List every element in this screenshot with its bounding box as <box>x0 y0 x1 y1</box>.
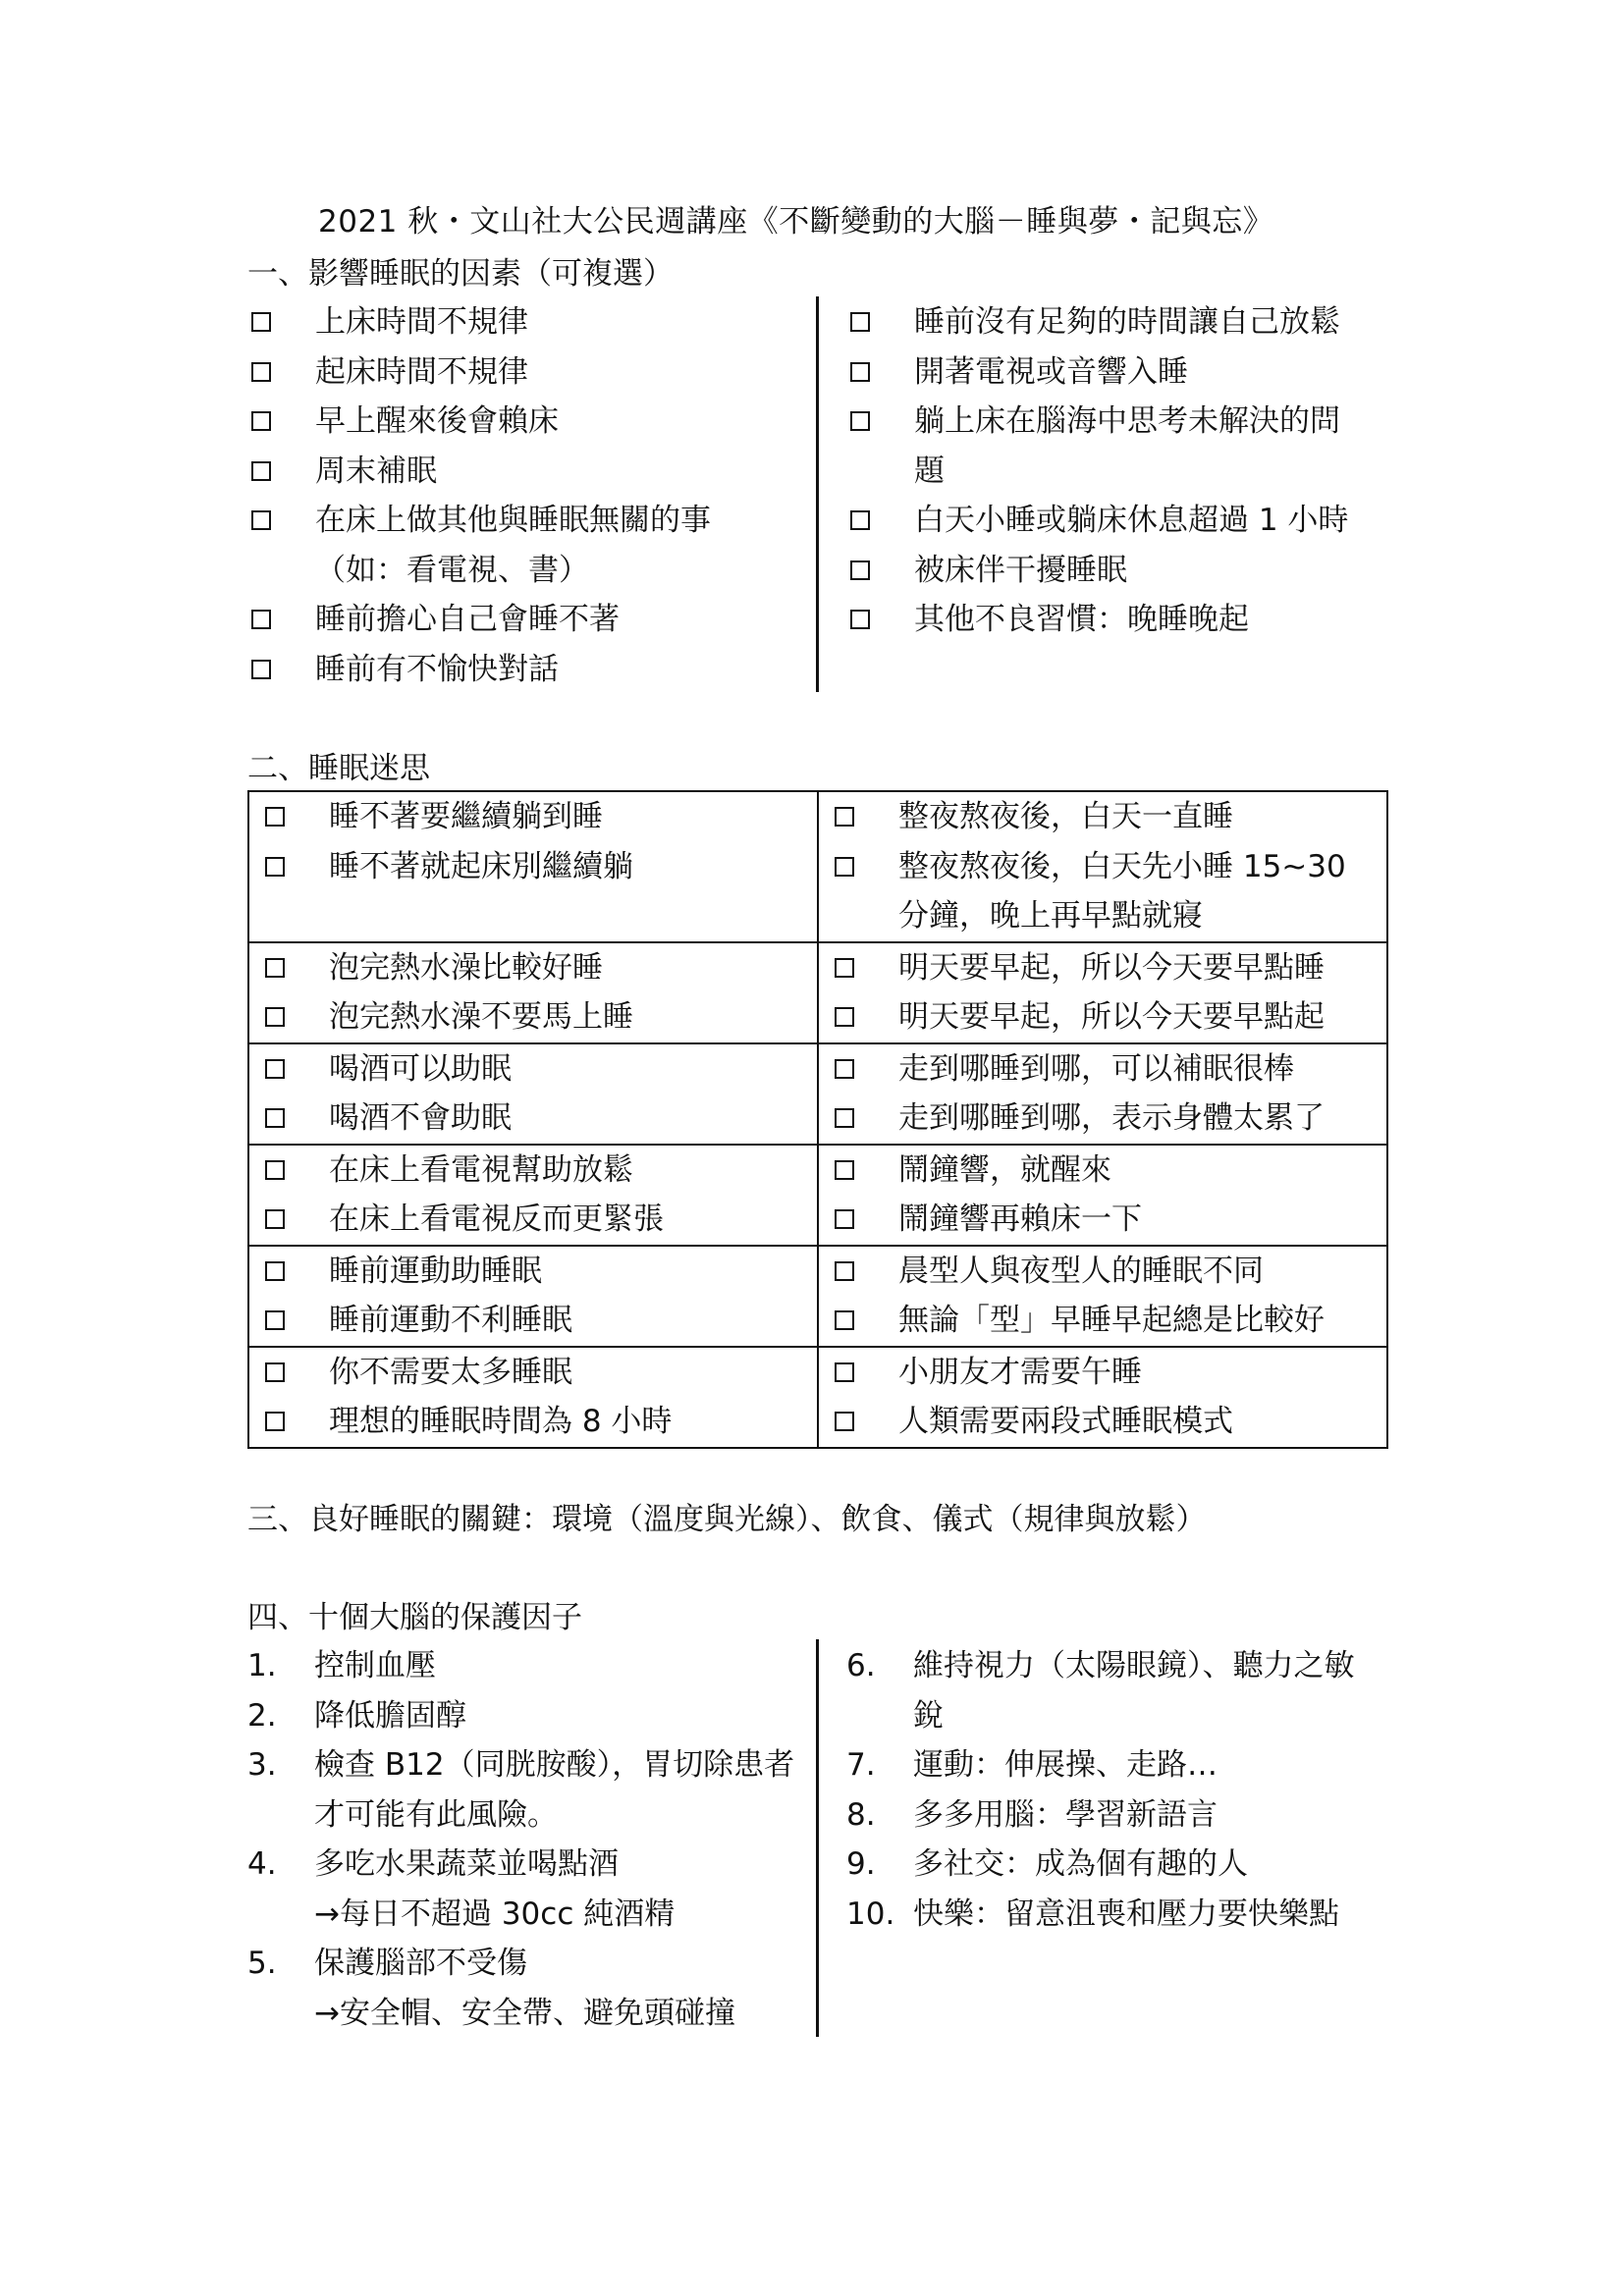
checklist-item-label: 睡前擔心自己會睡不著 <box>315 602 620 637</box>
section1-left-column <box>247 297 711 694</box>
checkbox[interactable] <box>850 312 870 332</box>
checklist-item <box>846 297 1366 347</box>
checklist-item-label: 走到哪睡到哪，可以補眠很棒 <box>898 1050 1294 1087</box>
list-item-text: 維持視力（太陽眼鏡）、聽力之敏銳 <box>913 1648 1355 1734</box>
checklist-item <box>249 1044 817 1095</box>
list-number: 8. <box>846 1796 876 1833</box>
table-cell-left <box>248 942 818 1043</box>
list-number: 6. <box>846 1648 876 1683</box>
list-item-text: 多多用腦：學習新語言 <box>913 1796 1218 1833</box>
checklist-item <box>819 992 1386 1042</box>
checkbox[interactable] <box>265 1007 285 1027</box>
checklist-item-label: 鬧鐘響再賴床一下 <box>898 1201 1142 1237</box>
list-item <box>846 1740 1375 1790</box>
table-row <box>248 1246 1387 1347</box>
checklist-item-label: 被床伴干擾睡眠 <box>914 552 1127 588</box>
table-row <box>248 1043 1387 1145</box>
checklist-item-label: 周末補眠 <box>315 453 437 489</box>
table-cell-left <box>248 1347 818 1448</box>
checkbox[interactable] <box>835 1412 854 1431</box>
list-item-text: 多吃水果蔬菜並喝點酒 →每日不超過 30cc 純酒精 <box>314 1846 676 1932</box>
checkbox[interactable] <box>251 362 271 382</box>
checklist-item-label: 在床上看電視幫助放鬆 <box>329 1151 633 1188</box>
list-item <box>247 1691 825 1741</box>
list-number: 7. <box>846 1747 876 1783</box>
checklist-item <box>249 1397 817 1447</box>
checklist-item <box>249 792 817 842</box>
checkbox[interactable] <box>835 807 854 827</box>
checklist-item <box>249 1247 817 1297</box>
checkbox[interactable] <box>850 411 870 431</box>
checkbox[interactable] <box>251 660 271 679</box>
checkbox[interactable] <box>251 312 271 332</box>
checklist-item <box>819 1348 1386 1398</box>
list-number: 10. <box>846 1896 895 1932</box>
checkbox[interactable] <box>835 1209 854 1229</box>
checkbox[interactable] <box>265 1209 285 1229</box>
list-number: 2. <box>247 1697 277 1734</box>
checkbox[interactable] <box>265 1310 285 1330</box>
table-cell-left <box>248 1246 818 1347</box>
checklist-item <box>819 792 1386 842</box>
checkbox[interactable] <box>265 1261 285 1281</box>
checklist-item <box>819 1146 1386 1196</box>
checklist-item-label: 整夜熬夜後，白天先小睡 15~30 分鐘，晚上再早點就寢 <box>898 848 1346 934</box>
checklist-item-label: 明天要早起，所以今天要早點睡 <box>898 949 1325 986</box>
list-item-text: 降低膽固醇 <box>314 1697 466 1734</box>
checklist-item <box>846 496 1366 546</box>
checklist-item <box>249 992 817 1042</box>
checkbox[interactable] <box>835 1160 854 1180</box>
table-cell-right <box>818 791 1387 942</box>
checkbox[interactable] <box>835 1310 854 1330</box>
checklist-item-label: 你不需要太多睡眠 <box>329 1354 572 1390</box>
list-item-text: 快樂：留意沮喪和壓力要快樂點 <box>913 1896 1339 1932</box>
checklist-item-label: 在床上看電視反而更緊張 <box>329 1201 664 1237</box>
checklist-item-label: 無論「型」早睡早起總是比較好 <box>898 1303 1325 1338</box>
checklist-item-label: 睡前有不愉快對話 <box>315 651 559 687</box>
checklist-item <box>819 943 1386 993</box>
column-divider <box>816 296 819 692</box>
list-item <box>846 1790 1375 1841</box>
checklist-item-label: 走到哪睡到哪，表示身體太累了 <box>898 1100 1325 1136</box>
document-title: 2021 秋・文山社大公民週講座《不斷變動的大腦－睡與夢・記與忘》 <box>318 204 1274 240</box>
list-number: 3. <box>247 1747 277 1783</box>
checklist-item <box>819 1195 1386 1245</box>
checkbox[interactable] <box>835 857 854 877</box>
list-item <box>846 1641 1375 1740</box>
checklist-item <box>249 1296 817 1346</box>
checklist-item <box>249 1195 817 1245</box>
list-item-text: 保護腦部不受傷 →安全帽、安全帶、避免頭碰撞 <box>314 1946 735 2031</box>
checklist-item-label: 睡不著就起床別繼續躺 <box>329 848 633 884</box>
list-number: 4. <box>247 1846 277 1882</box>
checklist-item-label: 理想的睡眠時間為 8 小時 <box>329 1404 673 1439</box>
table-cell-right <box>818 1145 1387 1246</box>
list-item-text: 檢查 B12（同胱胺酸），胃切除患者才可能有此風險。 <box>314 1747 795 1833</box>
checklist-item <box>819 1247 1386 1297</box>
list-number: 9. <box>846 1846 876 1882</box>
checkbox[interactable] <box>850 561 870 580</box>
checkbox[interactable] <box>265 958 285 978</box>
checklist-item <box>249 1094 817 1144</box>
checklist-item-label: 人類需要兩段式睡眠模式 <box>898 1404 1233 1439</box>
section1-heading: 一、影響睡眠的因素（可複選） <box>247 256 674 292</box>
list-item-text: 多社交：成為個有趣的人 <box>913 1846 1248 1882</box>
checklist-item <box>819 1296 1386 1346</box>
checklist-item-label: 在床上做其他與睡眠無關的事 （如：看電視、書） <box>315 503 711 588</box>
checkbox[interactable] <box>251 461 271 481</box>
checkbox[interactable] <box>251 411 271 431</box>
checklist-item <box>819 1044 1386 1095</box>
checkbox[interactable] <box>835 1059 854 1079</box>
checklist-item <box>819 1094 1386 1144</box>
table-cell-left <box>248 791 818 942</box>
checkbox[interactable] <box>265 1412 285 1431</box>
column-divider <box>816 1639 819 2037</box>
checkbox[interactable] <box>835 1007 854 1027</box>
list-item-text: 控制血壓 <box>314 1648 436 1683</box>
table-row <box>248 942 1387 1043</box>
checkbox[interactable] <box>265 1108 285 1128</box>
checkbox[interactable] <box>850 510 870 530</box>
table-cell-right <box>818 1043 1387 1145</box>
checklist-item <box>247 595 711 645</box>
checklist-item-label: 明天要早起，所以今天要早點起 <box>898 999 1325 1035</box>
checkbox[interactable] <box>251 610 271 629</box>
checklist-item-label: 其他不良習慣：晚睡晚起 <box>914 602 1249 637</box>
table-row <box>248 791 1387 942</box>
table-cell-right <box>818 1246 1387 1347</box>
section2-heading: 二、睡眠迷思 <box>247 751 430 786</box>
table-cell-right <box>818 942 1387 1043</box>
checklist-item <box>247 297 711 347</box>
section4-left-column <box>247 1641 825 2038</box>
checklist-item <box>249 1146 817 1196</box>
table-cell-right <box>818 1347 1387 1448</box>
checkbox[interactable] <box>265 1362 285 1382</box>
checklist-item-label: 白天小睡或躺床休息超過 1 小時 <box>914 503 1349 538</box>
list-item <box>247 1939 825 2038</box>
checklist-item-label: 睡前運動助睡眠 <box>329 1253 542 1289</box>
checkbox[interactable] <box>265 1160 285 1180</box>
checklist-item <box>249 842 817 892</box>
checklist-item <box>249 943 817 993</box>
checkbox[interactable] <box>835 958 854 978</box>
list-number: 5. <box>247 1946 277 1981</box>
table-cell-left <box>248 1043 818 1145</box>
checklist-item <box>247 397 711 447</box>
table-cell-left <box>248 1145 818 1246</box>
checklist-item <box>846 595 1366 645</box>
checkbox[interactable] <box>251 510 271 530</box>
list-item <box>247 1641 825 1691</box>
checklist-item-label: 泡完熱水澡不要馬上睡 <box>329 999 633 1035</box>
checklist-item <box>846 546 1366 596</box>
checklist-item-label: 睡前運動不利睡眠 <box>329 1303 572 1338</box>
checkbox[interactable] <box>835 1108 854 1128</box>
checklist-item <box>846 397 1366 496</box>
checklist-item <box>247 447 711 497</box>
list-item <box>846 1840 1375 1890</box>
checklist-item-label: 喝酒不會助眠 <box>329 1100 512 1136</box>
checklist-item-label: 躺上床在腦海中思考未解決的問題 <box>914 403 1340 489</box>
list-item <box>846 1890 1375 1940</box>
list-number: 1. <box>247 1648 277 1683</box>
checklist-item-label: 上床時間不規律 <box>315 304 528 340</box>
checkbox[interactable] <box>265 807 285 827</box>
checklist-item-label: 睡前沒有足夠的時間讓自己放鬆 <box>914 304 1340 340</box>
checklist-item <box>247 496 711 595</box>
sleep-myths-table <box>247 790 1388 1449</box>
checklist-item-label: 起床時間不規律 <box>315 353 528 390</box>
checklist-item-label: 早上醒來後會賴床 <box>315 403 559 439</box>
checklist-item-label: 鬧鐘響，就醒來 <box>898 1151 1111 1188</box>
table-row <box>248 1347 1387 1448</box>
checklist-item <box>247 347 711 398</box>
checkbox[interactable] <box>850 362 870 382</box>
section4-heading: 四、十個大腦的保護因子 <box>247 1600 582 1635</box>
checkbox[interactable] <box>265 857 285 877</box>
checklist-item-label: 睡不著要繼續躺到睡 <box>329 799 603 834</box>
section1-right-column <box>846 297 1366 645</box>
checklist-item <box>249 1348 817 1398</box>
checklist-item <box>819 1397 1386 1447</box>
checklist-item-label: 泡完熱水澡比較好睡 <box>329 949 603 986</box>
checklist-item <box>846 347 1366 398</box>
checklist-item-label: 喝酒可以助眠 <box>329 1050 512 1087</box>
checkbox[interactable] <box>265 1059 285 1079</box>
checklist-item-label: 整夜熬夜後，白天一直睡 <box>898 799 1233 834</box>
checklist-item-label: 小朋友才需要午睡 <box>898 1354 1142 1390</box>
checklist-item <box>247 645 711 695</box>
checklist-item-label: 開著電視或音響入睡 <box>914 353 1188 390</box>
checkbox[interactable] <box>850 610 870 629</box>
section3-heading: 三、良好睡眠的關鍵：環境（溫度與光線）、飲食、儀式（規律與放鬆） <box>247 1502 1207 1537</box>
checkbox[interactable] <box>835 1261 854 1281</box>
section4-right-column <box>846 1641 1375 1939</box>
checklist-item-label: 晨型人與夜型人的睡眠不同 <box>898 1253 1264 1289</box>
list-item-text: 運動：伸展操、走路… <box>913 1747 1218 1783</box>
list-item <box>247 1840 825 1939</box>
checkbox[interactable] <box>835 1362 854 1382</box>
list-item <box>247 1740 825 1840</box>
checklist-item <box>819 842 1386 941</box>
table-row <box>248 1145 1387 1246</box>
